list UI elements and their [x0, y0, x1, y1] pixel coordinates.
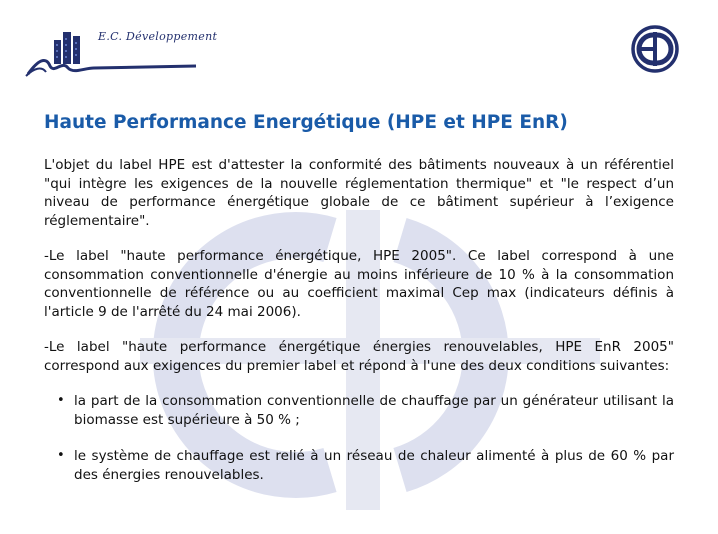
- list-item-text: le système de chauffage est relié à un réseau de chaleur alimenté à plus de 60 % par des énergies renouvelables.: [74, 448, 674, 483]
- company-logo: [24, 16, 199, 82]
- bullet-icon: •: [57, 393, 65, 408]
- company-logo-text: E.C. Développement: [98, 30, 218, 43]
- hpe-enr-2005-paragraph: -Le label "haute performance énergétique énergies renouvelables, HPE EnR 2005" correspond aux exigences du premier label et répond à l'une des deux conditions suivantes:: [44, 339, 674, 374]
- list-item: [44, 447, 674, 484]
- bullet-icon: •: [57, 448, 65, 463]
- conditions-list: [44, 392, 674, 484]
- page-title: Haute Performance Energétique (HPE et HPE EnR): [44, 112, 568, 133]
- ecd-monogram-logo: [631, 25, 679, 73]
- list-item-text: la part de la consommation conventionnelle de chauffage par un générateur utilisant la biomasse est supérieure à 50 % ;: [74, 393, 674, 428]
- body-content: [44, 156, 674, 502]
- intro-paragraph: L'objet du label HPE est d'attester la conformité des bâtiments nouveaux à un référentiel "qui intègre les exigences de la nouvelle réglementation thermique" et "le respect d’un niveau de performance énergétique globale de ce bâtiment supérieur à l’exigence réglementaire".: [44, 157, 674, 229]
- hpe-2005-paragraph: -Le label "haute performance énergétique, HPE 2005". Ce label correspond à une consommation conventionnelle d'énergie au moins inférieure de 10 % à la consommation conventionnelle de référence ou au coefficient maximal Cep max (indicateurs définis à l'article 9 de l'arrêté du 24 mai 2006).: [44, 248, 674, 320]
- list-item: [44, 392, 674, 429]
